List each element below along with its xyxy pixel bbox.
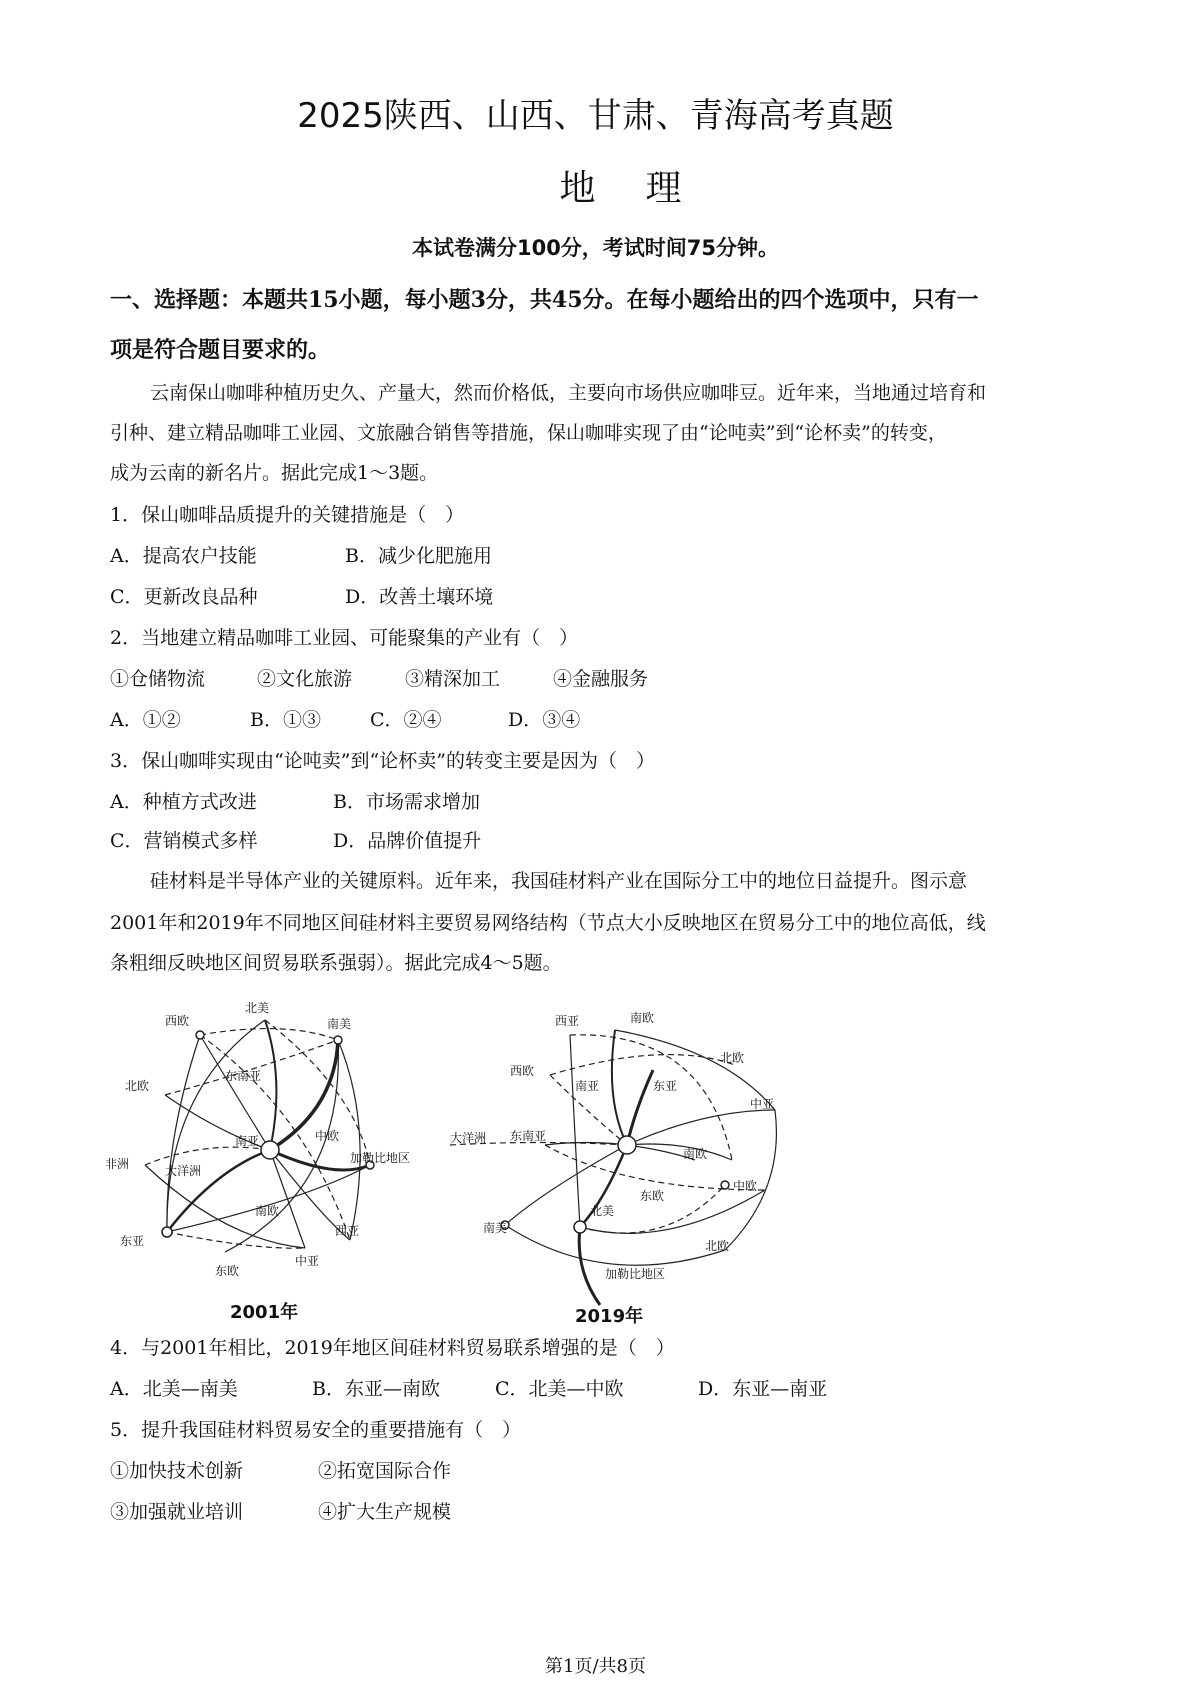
node-2019-zhongou — [721, 1181, 729, 1189]
label-2001-xiou: 西欧 — [165, 1014, 190, 1028]
q2-statement-2: ②文化旅游 — [257, 668, 353, 690]
page-number: 第1页/共8页 — [545, 1656, 646, 1677]
q5-statement-3: ③加强就业培训 — [110, 1501, 244, 1523]
q4-option-c: C．北美—中欧 — [495, 1378, 624, 1400]
label-2019-nanmei: 南美 — [483, 1221, 508, 1235]
label-2019-zhongya: 中亚 — [750, 1097, 775, 1111]
node-2001-nanmei — [334, 1036, 342, 1044]
label-2001-dongya: 东亚 — [120, 1234, 145, 1248]
q2-option-a: A．①② — [110, 709, 181, 731]
q1-option-d: D．改善土壤环境 — [345, 586, 494, 608]
q5-statement-4: ④扩大生产规模 — [318, 1501, 452, 1523]
exam-info: 本试卷满分100分，考试时间75分钟。 — [411, 236, 780, 260]
q2-stem: 2．当地建立精品咖啡工业园、可能聚集的产业有（ ） — [110, 627, 579, 649]
q5-stem: 5．提升我国硅材料贸易安全的重要措施有（ ） — [110, 1419, 522, 1441]
q2-statement-3: ③精深加工 — [405, 668, 501, 690]
label-2019-dongya: 东亚 — [653, 1079, 678, 1093]
q2-statement-4: ④金融服务 — [553, 668, 649, 690]
label-2019-jialebi: 加勒比地区 — [605, 1267, 666, 1281]
label-2019-nanou2: 南欧 — [683, 1147, 708, 1161]
passage1-line2: 引种、建立精品咖啡工业园、文旅融合销售等措施，保山咖啡实现了由“论吨卖”到“论杯卖”的转变， — [110, 422, 947, 444]
node-2001-dongya — [162, 1227, 172, 1237]
caption-2001: 2001年 — [230, 1302, 299, 1323]
label-2019-beimei: 北美 — [590, 1204, 615, 1218]
label-2001-nanya: 南亚 — [235, 1134, 260, 1148]
label-2019-xiya: 西亚 — [555, 1014, 580, 1028]
label-2001-dongou: 东欧 — [215, 1264, 240, 1278]
q2-option-b: B．①③ — [250, 709, 321, 731]
q3-option-d: D．品牌价值提升 — [333, 830, 482, 852]
q5-statement-2: ②拓宽国际合作 — [318, 1460, 452, 1482]
subject-title: 地理 — [559, 168, 732, 209]
passage2-line2: 2001年和2019年不同地区间硅材料主要贸易网络结构（节点大小反映地区在贸易分工中的地位高低，线 — [110, 912, 986, 934]
q4-stem: 4．与2001年相比，2019年地区间硅材料贸易联系增强的是（ ） — [110, 1337, 675, 1359]
section-heading-line2: 项是符合题目要求的。 — [110, 337, 331, 363]
network-2019-edges — [450, 1030, 776, 1305]
q3-option-a: A．种植方式改进 — [110, 791, 257, 813]
caption-2019: 2019年 — [575, 1306, 644, 1327]
q1-option-b: B．减少化肥施用 — [345, 545, 492, 567]
passage1-line3: 成为云南的新名片。据此完成1～3题。 — [110, 462, 439, 484]
section-heading-line1: 一、选择题：本题共15小题，每小题3分，共45分。在每小题给出的四个选项中，只有一 — [110, 287, 979, 313]
label-2001-beimei: 北美 — [245, 1001, 270, 1015]
label-2001-nanou: 南欧 — [255, 1204, 280, 1218]
q2-option-d: D．③④ — [508, 709, 581, 731]
label-2001-jialebi: 加勒比地区 — [350, 1151, 411, 1165]
label-2019-zhongou: 中欧 — [733, 1179, 758, 1193]
label-2019-dongnanya: 东南亚 — [510, 1129, 547, 1143]
q1-option-c: C．更新改良品种 — [110, 586, 258, 608]
label-2019-beiou2: 北欧 — [705, 1239, 730, 1253]
label-2019-xiou: 西欧 — [510, 1064, 535, 1078]
q1-option-a: A．提高农户技能 — [110, 545, 257, 567]
q4-option-a: A．北美—南美 — [110, 1378, 238, 1400]
q2-statement-1: ①仓储物流 — [110, 668, 206, 690]
label-2019-nanya: 南亚 — [575, 1079, 600, 1093]
label-2019-dayangzhou: 大洋洲 — [450, 1131, 487, 1145]
q2-option-c: C．②④ — [370, 709, 442, 731]
node-2001-center — [261, 1141, 279, 1159]
label-2001-nanmei: 南美 — [327, 1017, 352, 1031]
q4-option-d: D．东亚—南亚 — [698, 1378, 828, 1400]
q3-option-b: B．市场需求增加 — [333, 791, 480, 813]
node-2001-xiou — [196, 1031, 204, 1039]
passage2-line3: 条粗细反映地区间贸易联系强弱）。据此完成4～5题。 — [110, 952, 562, 974]
q5-statement-1: ①加快技术创新 — [110, 1460, 244, 1482]
label-2019-beiou: 北欧 — [720, 1051, 745, 1065]
node-2019-center — [618, 1136, 636, 1154]
exam-title: 2025陕西、山西、甘肃、青海高考真题 — [297, 96, 894, 136]
label-2019-nanou: 南欧 — [630, 1011, 655, 1025]
label-2001-zhongou: 中欧 — [315, 1129, 340, 1143]
q3-stem: 3．保山咖啡实现由“论吨卖”到“论杯卖”的转变主要是因为（ ） — [110, 750, 655, 772]
label-2001-xiya: 西亚 — [335, 1224, 360, 1238]
passage1-line1: 云南保山咖啡种植历史久、产量大，然而价格低，主要向市场供应咖啡豆。近年来，当地通过培育和 — [150, 382, 987, 404]
label-2019-dongou: 东欧 — [640, 1189, 665, 1203]
label-2001-zhongya: 中亚 — [295, 1254, 320, 1268]
q4-option-b: B．东亚—南欧 — [312, 1378, 440, 1400]
label-2001-dongnanya: 东南亚 — [225, 1069, 262, 1083]
trade-network-figure — [105, 990, 865, 1330]
q1-stem: 1．保山咖啡品质提升的关键措施是（ ） — [110, 504, 465, 526]
label-2001-beiou: 北欧 — [125, 1079, 150, 1093]
label-2001-dayangzhou: 大洋洲 — [165, 1164, 202, 1178]
node-2019-beimei — [574, 1221, 586, 1233]
q3-option-c: C．营销模式多样 — [110, 830, 258, 852]
passage2-line1: 硅材料是半导体产业的关键原料。近年来，我国硅材料产业在国际分工中的地位日益提升。图示意 — [150, 870, 968, 892]
label-2001-feizhou: 非洲 — [105, 1157, 130, 1171]
